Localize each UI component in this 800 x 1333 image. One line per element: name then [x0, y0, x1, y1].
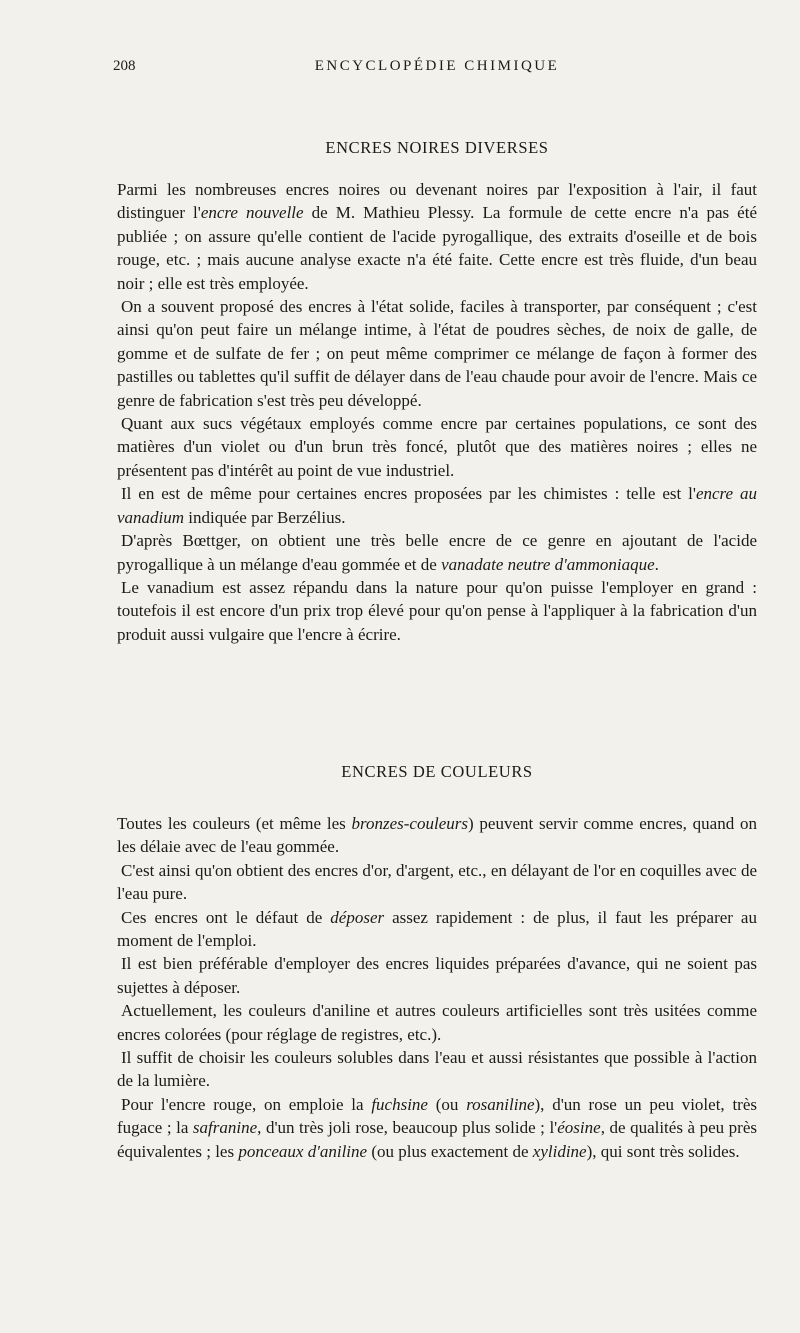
paragraph: Le vanadium est assez répandu dans la nature pour qu'on puisse l'employer en grand : toutefois il est encore d'un prix trop élevé pour qu'on pense à l'appliquer à la fabrication d'un produit aussi vulgaire que l'encre à écrire. [117, 577, 757, 644]
section-title-encres-couleurs: ENCRES DE COULEURS [341, 762, 533, 781]
paragraph: Pour l'encre rouge, on emploie la fuchsine (ou rosaniline), d'un rose un peu violet, très fugace ; la safranine, d'un très joli rose, beaucoup plus solide ; l'éosine, de qualités à peu près équivalentes ; les ponceaux d'aniline (ou plus exactement de xylidine), qui sont très solides. [117, 1094, 757, 1161]
section-encres-noires-body [117, 178, 757, 646]
paragraph: On a souvent proposé des encres à l'état solide, faciles à transporter, par conséquent ; c'est ainsi qu'on peut faire un mélange intime, à l'état de poudres sèches, de noix de galle, de gomme et de sulfate de fer ; on peut même comprimer ce mélange de façon à former des pastilles ou tablettes qu'il suffit de délayer dans de l'eau chaude pour avoir de l'encre. Mais ce genre de fabrication s'est très peu développé. [117, 297, 757, 410]
page-number: 208 [113, 58, 136, 74]
section-title-encres-noires: ENCRES NOIRES DIVERSES [325, 138, 549, 157]
paragraph: Toutes les couleurs (et même les bronzes-couleurs) peuvent servir comme encres, quand on les délaie avec de l'eau gommée. [117, 814, 757, 857]
section-encres-couleurs-body [117, 812, 757, 1163]
paragraph: Parmi les nombreuses encres noires ou devenant noires par l'exposition à l'air, il faut distinguer l'encre nouvelle de M. Mathieu Plessy. La formule de cette encre n'a pas été publiée ; on assure qu'elle contient de l'acide pyrogallique, des extraits d'oseille et de bois rouge, etc. ; mais aucune analyse exacte n'a été faite. Cette encre est très fluide, d'un beau noir ; elle est très employée. [117, 180, 757, 293]
paragraph: Il suffit de choisir les couleurs solubles dans l'eau et aussi résistantes que possible à l'action de la lumière. [117, 1048, 757, 1091]
paragraph: Ces encres ont le défaut de déposer assez rapidement : de plus, il faut les préparer au moment de l'emploi. [117, 907, 757, 951]
paragraph: Actuellement, les couleurs d'aniline et autres couleurs artificielles sont très usitées comme encres colorées (pour réglage de registres, etc.). [117, 1001, 757, 1044]
paragraph: Il est bien préférable d'employer des encres liquides préparées d'avance, qui ne soient pas sujettes à déposer. [117, 954, 757, 997]
paragraph: Quant aux sucs végétaux employés comme encre par certaines populations, ce sont des matières d'un violet ou d'un brun très foncé, plutôt que des matières noires ; elles ne présentent pas d'intérêt au point de vue industriel. [117, 414, 757, 480]
paragraph: C'est ainsi qu'on obtient des encres d'or, d'argent, etc., en délayant de l'or en coquilles avec de l'eau pure. [117, 860, 757, 904]
paragraph: D'après Bœttger, on obtient une très belle encre de ce genre en ajoutant de l'acide pyrogallique à un mélange d'eau gommée et de vanadate neutre d'ammoniaque. [117, 531, 757, 574]
running-head [113, 58, 761, 78]
paragraph: Il en est de même pour certaines encres proposées par les chimistes : telle est l'encre au vanadium indiquée par Berzélius. [117, 484, 757, 527]
running-title: ENCYCLOPÉDIE CHIMIQUE [314, 58, 560, 74]
